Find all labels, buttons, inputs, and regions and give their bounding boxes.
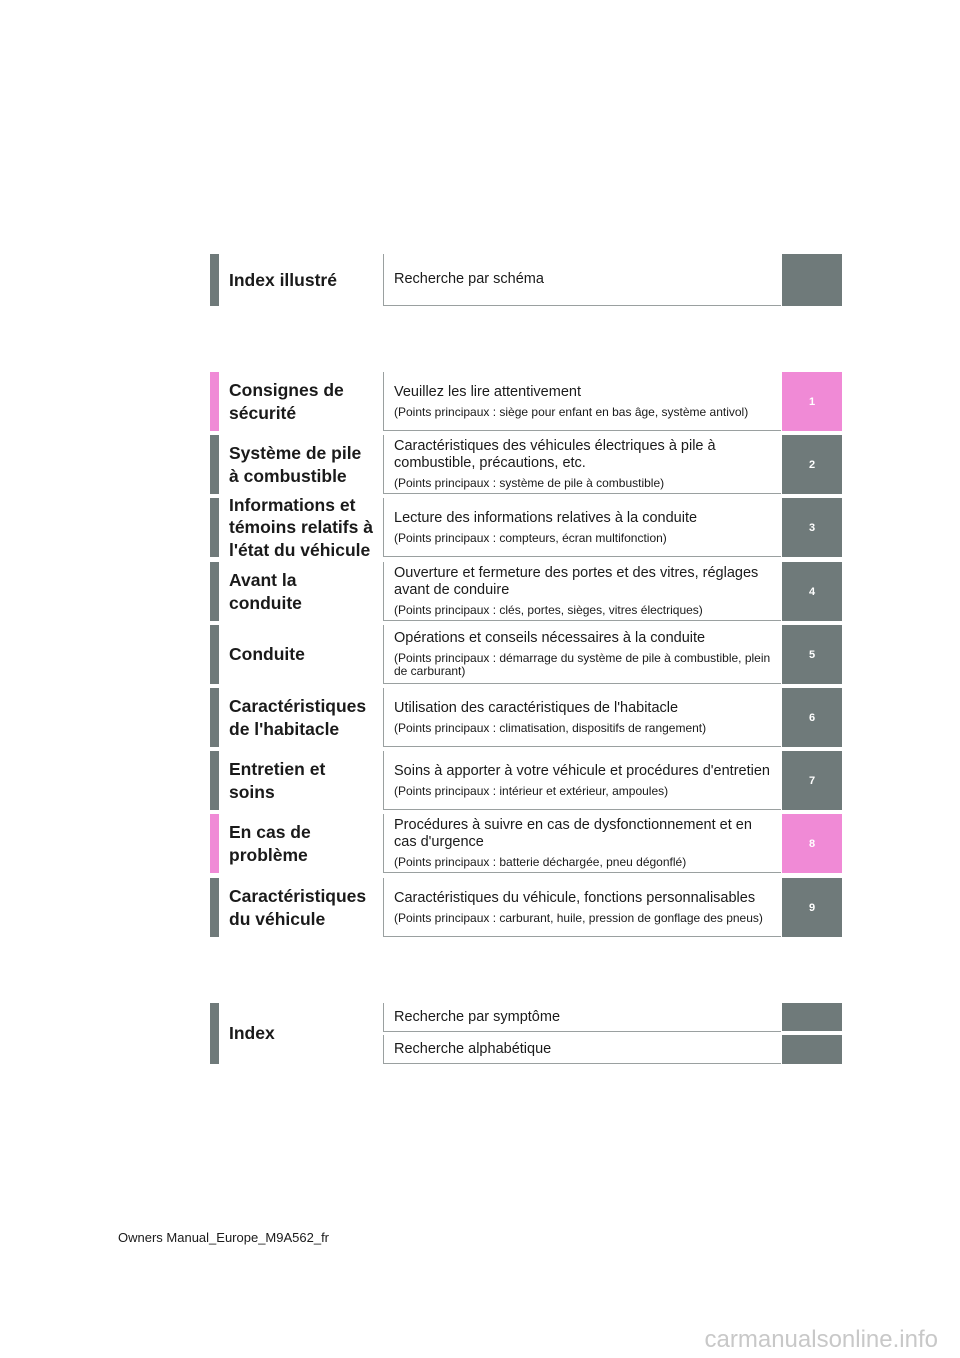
chapter-color-bar	[210, 562, 219, 621]
chapter-summary: Soins à apporter à votre véhicule et procédures d'entretien	[394, 762, 770, 779]
chapter-color-bar	[210, 625, 219, 684]
illustrated-index-desc: Recherche par schéma	[383, 254, 781, 306]
index-symptom-tab[interactable]	[782, 1003, 842, 1031]
chapter-description	[383, 878, 781, 937]
chapter-description	[383, 751, 781, 810]
chapter-description	[383, 498, 781, 557]
illustrated-index-title: Index illustré	[229, 269, 337, 290]
chapter-color-bar	[210, 751, 219, 810]
chapter-row-8[interactable]	[210, 814, 842, 873]
chapter-tab-6[interactable]: 6	[782, 688, 842, 747]
chapter-title: Consignes de sécurité	[229, 380, 344, 423]
chapter-summary: Utilisation des caractéristiques de l'habitacle	[394, 699, 679, 716]
chapter-title: Avant la conduite	[229, 570, 302, 613]
chapter-summary: Caractéristiques des véhicules électriques à pile à combustible, précautions, etc.	[394, 438, 716, 471]
illustrated-index-row[interactable]	[210, 254, 842, 306]
chapter-key-points: (Points principaux : climatisation, dispositifs de rangement)	[394, 720, 707, 735]
chapter-title: Caractéristiques de l'habitacle	[229, 696, 367, 739]
chapter-tab-9[interactable]: 9	[782, 878, 842, 937]
chapter-key-points: (Points principaux : intérieur et extérieur, ampoules)	[394, 783, 669, 798]
index-alpha-line[interactable]: Recherche alphabétique	[383, 1035, 781, 1064]
chapter-description	[383, 435, 781, 494]
chapter-summary: Lecture des informations relatives à la conduite	[394, 509, 698, 526]
chapter-color-bar	[210, 372, 219, 431]
page-footer: Owners Manual_Europe_M9A562_fr	[118, 1230, 330, 1245]
chapter-key-points: (Points principaux : compteurs, écran multifonction)	[394, 530, 667, 545]
chapter-key-points: (Points principaux : clés, portes, sièges, vitres électriques)	[394, 603, 703, 617]
chapter-key-points: (Points principaux : siège pour enfant en bas âge, système antivol)	[394, 404, 749, 419]
chapter-summary: Ouverture et fermeture des portes et des vitres, réglages avant de conduire	[394, 565, 759, 598]
chapter-title: En cas de problème	[229, 822, 311, 865]
index-row[interactable]	[210, 1003, 842, 1064]
chapter-color-bar	[210, 498, 219, 557]
chapter-summary: Veuillez les lire attentivement	[394, 383, 581, 400]
chapter-description	[383, 814, 781, 873]
chapter-row-3[interactable]	[210, 494, 842, 560]
chapter-tab-1[interactable]: 1	[782, 372, 842, 431]
chapter-description	[383, 562, 781, 621]
section-bar	[210, 254, 219, 306]
chapter-tab-4[interactable]: 4	[782, 562, 842, 621]
chapter-description	[383, 625, 781, 684]
chapter-row-2[interactable]	[210, 435, 842, 494]
watermark: carmanualsonline.info	[704, 1326, 938, 1353]
chapter-summary: Opérations et conseils nécessaires à la conduite	[394, 630, 706, 646]
chapter-color-bar	[210, 435, 219, 494]
chapter-description	[383, 372, 781, 431]
chapter-tab-8[interactable]: 8	[782, 814, 842, 873]
section-bar	[210, 1003, 219, 1064]
chapter-key-points: (Points principaux : démarrage du système de pile à combustible, plein de carburant)	[394, 651, 771, 678]
chapter-tab-5[interactable]: 5	[782, 625, 842, 684]
chapter-tab-7[interactable]: 7	[782, 751, 842, 810]
chapter-color-bar	[210, 688, 219, 747]
chapter-row-9[interactable]	[210, 878, 842, 937]
chapter-color-bar	[210, 878, 219, 937]
chapter-row-4[interactable]	[210, 562, 842, 621]
chapter-row-7[interactable]	[210, 751, 842, 810]
chapter-key-points: (Points principaux : système de pile à combustible)	[394, 476, 665, 490]
chapter-tab-3[interactable]: 3	[782, 498, 842, 557]
index-alpha-tab[interactable]	[782, 1035, 842, 1064]
chapter-tab-2[interactable]: 2	[782, 435, 842, 494]
index-symptom-line[interactable]: Recherche par symptôme	[383, 1003, 781, 1032]
chapter-title: Entretien et soins	[229, 759, 326, 802]
chapter-color-bar	[210, 814, 219, 873]
chapter-title: Conduite	[229, 644, 305, 665]
chapter-title: Caractéristiques du véhicule	[229, 886, 367, 929]
illustrated-index-tab[interactable]	[782, 254, 842, 306]
chapter-title: Informations et témoins relatifs à l'état du véhicule	[229, 494, 373, 560]
chapter-row-1[interactable]	[210, 372, 842, 431]
index-title: Index	[229, 1023, 275, 1044]
chapter-summary: Procédures à suivre en cas de dysfonctionnement et en cas d'urgence	[394, 817, 752, 850]
chapter-description	[383, 688, 781, 747]
chapter-key-points: (Points principaux : carburant, huile, pression de gonflage des pneus)	[394, 910, 763, 925]
chapter-title: Système de pile à combustible	[229, 443, 362, 486]
chapter-row-5[interactable]	[210, 625, 842, 684]
chapter-key-points: (Points principaux : batterie déchargée, pneu dégonflé)	[394, 855, 687, 869]
chapter-row-6[interactable]	[210, 688, 842, 747]
chapter-summary: Caractéristiques du véhicule, fonctions personnalisables	[394, 889, 756, 906]
